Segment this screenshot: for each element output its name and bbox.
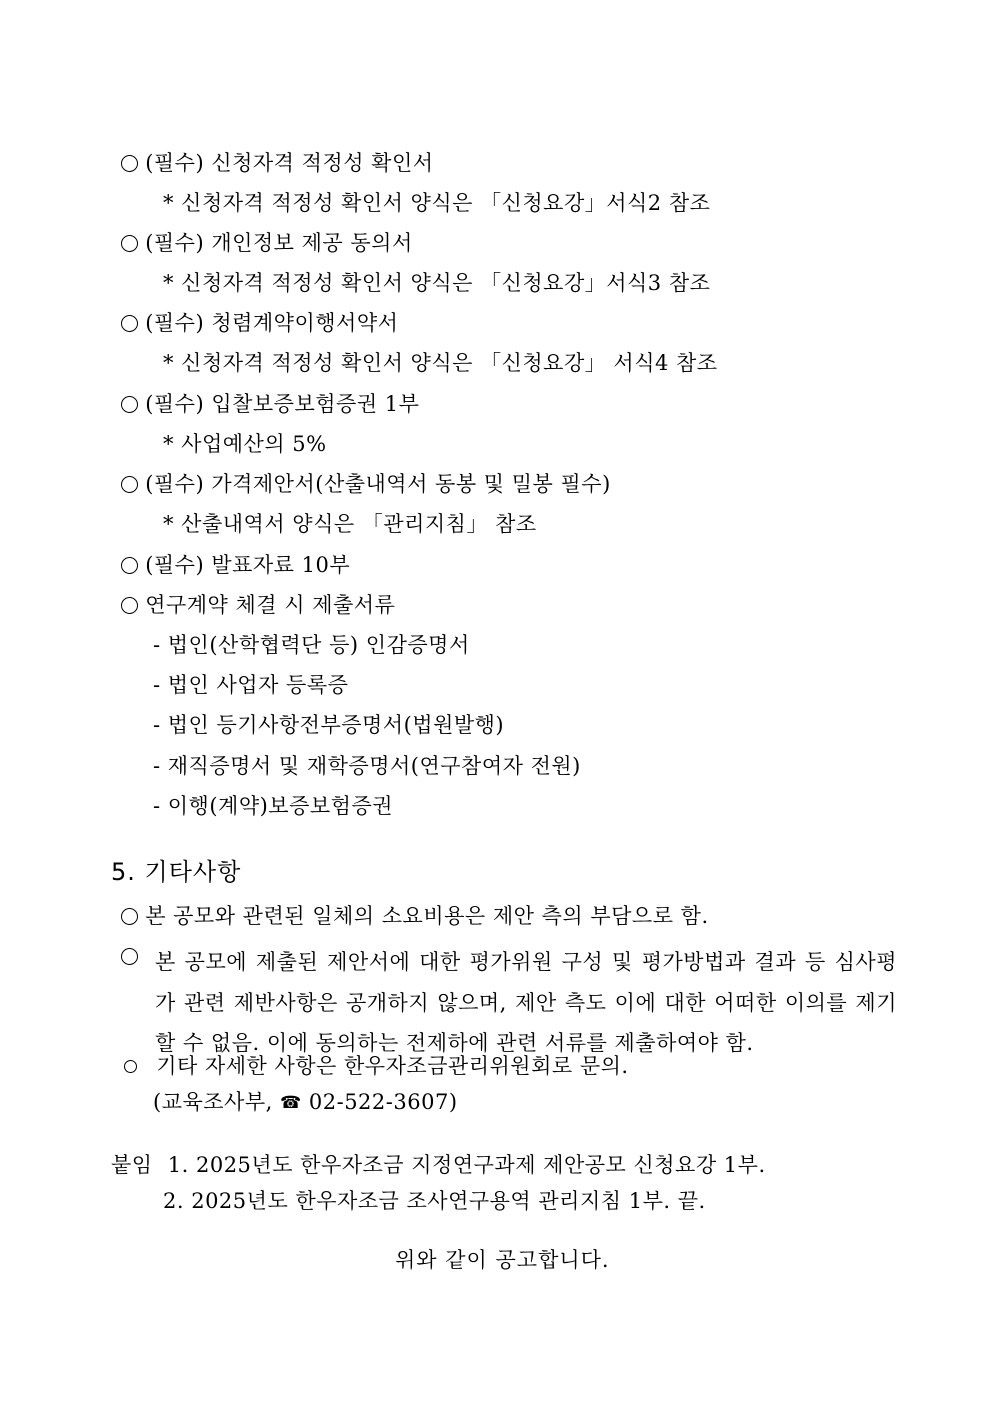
required-doc-note: * 신청자격 적정성 확인서 양식은 「신청요강」 서식4 참조 <box>163 351 718 375</box>
circle-bullet-icon <box>121 557 138 574</box>
circle-bullet-icon <box>121 476 138 493</box>
list-note <box>163 269 710 297</box>
required-doc-note: * 신청자격 적정성 확인서 양식은 「신청요강」서식2 참조 <box>163 191 711 215</box>
list-item <box>121 591 395 619</box>
contract-doc-item: - 법인 사업자 등록증 <box>153 673 349 697</box>
contact-line <box>153 1088 458 1117</box>
circle-bullet-icon <box>121 908 138 925</box>
contract-doc-item: - 이행(계약)보증보험증권 <box>153 794 394 818</box>
attachment-label: 붙임 <box>111 1153 153 1177</box>
list-item <box>121 309 398 337</box>
circle-bullet-icon <box>121 396 138 413</box>
required-doc-item: (필수) 입찰보증보험증권 1부 <box>145 392 420 416</box>
attachment-item: 1. 2025년도 한우자조금 지정연구과제 제안공모 신청요강 1부. <box>167 1153 766 1177</box>
attachment-item: 2. 2025년도 한우자조금 조사연구용역 관리지침 1부. 끝. <box>163 1189 706 1213</box>
required-doc-item: (필수) 가격제안서(산출내역서 동봉 및 밀봉 필수) <box>145 472 611 496</box>
required-doc-note: * 사업예산의 5% <box>163 432 327 456</box>
contract-doc-item: - 법인 등기사항전부증명서(법원발행) <box>153 713 505 737</box>
attachment-line <box>111 1151 766 1179</box>
required-doc-note: * 산출내역서 양식은 「관리지침」 참조 <box>163 512 537 536</box>
required-doc-item: (필수) 개인정보 제공 동의서 <box>145 231 413 255</box>
circle-bullet-icon <box>121 597 138 614</box>
list-item <box>121 149 434 177</box>
phone-icon: ☎ <box>280 1093 302 1113</box>
section5-item: 기타 자세한 사항은 한우자조금관리위원회로 문의. <box>156 1054 629 1078</box>
list-item-bullet <box>121 942 138 970</box>
list-item <box>121 229 413 257</box>
list-note <box>163 510 537 538</box>
section-title: 5. 기타사항 <box>111 858 242 886</box>
list-item <box>121 551 350 579</box>
list-item <box>124 1052 629 1080</box>
circle-bullet-icon <box>121 948 138 965</box>
attachment-line <box>163 1187 706 1215</box>
contact-dept: (교육조사부, <box>153 1090 273 1114</box>
contract-doc-item: - 법인(산학협력단 등) 인감증명서 <box>153 633 470 657</box>
section5-paragraph: 본 공모에 제출된 제안서에 대한 평가위원 구성 및 평가방법과 결과 등 심사평가 관련 제반사항은 공개하지 않으며, 제안 측도 이에 대한 어떠한 이의를 제기할 수 없음. 이에 동의하는 전제하에 관련 서류를 제출하여야 함. <box>155 950 897 1055</box>
required-doc-note: * 신청자격 적정성 확인서 양식은 「신청요강」서식3 참조 <box>163 271 711 295</box>
required-doc-item: (필수) 신청자격 적정성 확인서 <box>145 151 434 175</box>
required-doc-item: (필수) 발표자료 10부 <box>145 553 351 577</box>
circle-bullet-icon <box>121 235 138 252</box>
list-note <box>163 349 718 377</box>
closing-statement: 위와 같이 공고합니다. <box>395 1248 610 1272</box>
circle-bullet-icon <box>121 315 138 332</box>
list-item <box>121 902 709 930</box>
list-note <box>163 189 710 217</box>
list-note <box>163 430 327 458</box>
circle-bullet-icon <box>124 1060 137 1073</box>
list-item <box>121 390 419 418</box>
section5-item: 본 공모와 관련된 일체의 소요비용은 제안 측의 부담으로 함. <box>145 904 709 928</box>
circle-bullet-icon <box>121 155 138 172</box>
contract-doc-item: - 재직증명서 및 재학증명서(연구참여자 전원) <box>153 754 581 778</box>
required-doc-item: 연구계약 체결 시 제출서류 <box>145 593 396 617</box>
required-doc-item: (필수) 청렴계약이행서약서 <box>145 311 399 335</box>
list-item <box>121 470 611 498</box>
contact-phone: 02-522-3607) <box>308 1090 458 1114</box>
